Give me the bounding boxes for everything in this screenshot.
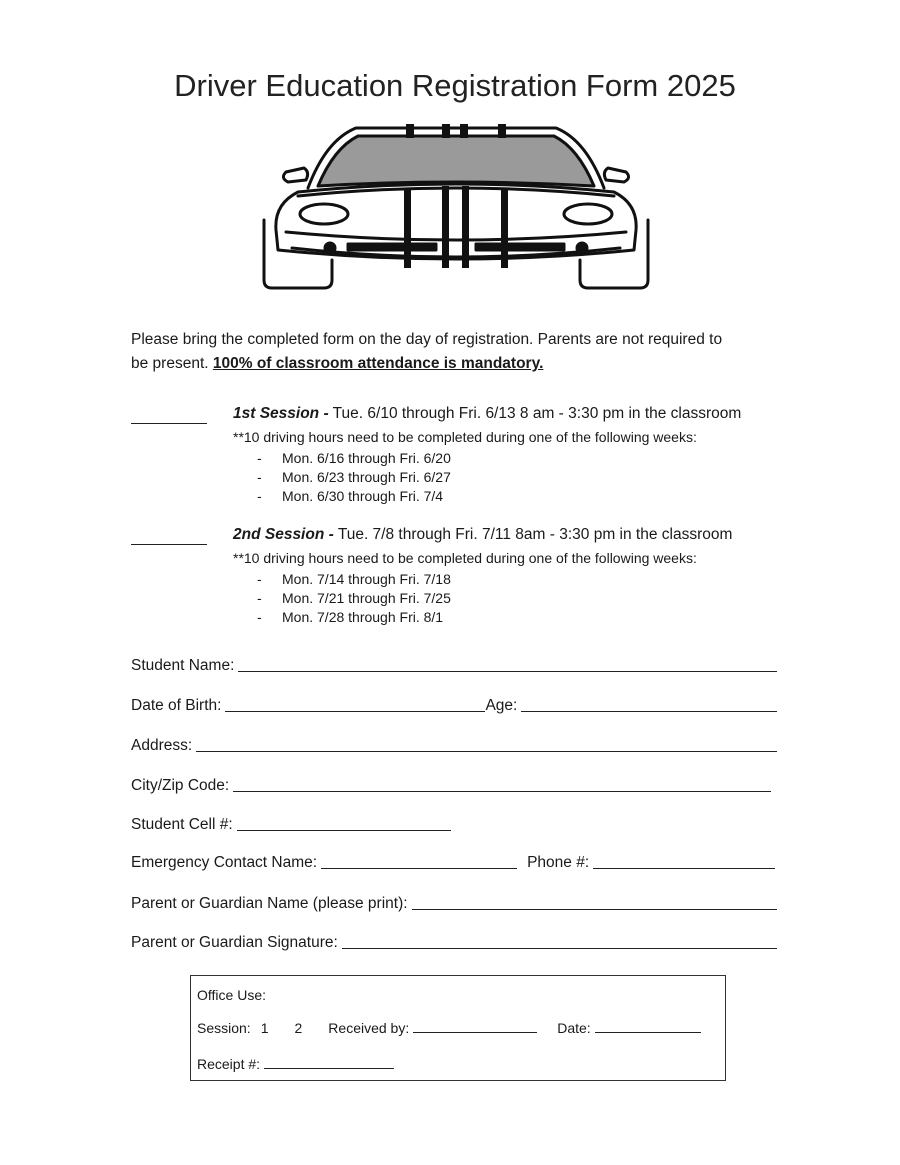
office-received-by-field[interactable]	[413, 1028, 537, 1033]
address-label: Address:	[131, 737, 193, 754]
session-2-weeks-list	[257, 570, 451, 627]
address-field[interactable]	[196, 747, 777, 752]
list-item	[257, 468, 451, 487]
session-2-details: Tue. 7/8 through Fri. 7/11 8am - 3:30 pm in the classroom	[337, 526, 733, 543]
parent-signature-field[interactable]	[342, 944, 777, 949]
week-text: Mon. 6/23 through Fri. 6/27	[282, 469, 451, 485]
parent-signature-label: Parent or Guardian Signature:	[131, 934, 338, 951]
list-item	[257, 449, 451, 468]
city-zip-row	[131, 773, 771, 795]
date-of-birth-field[interactable]	[225, 707, 485, 712]
office-received-by-label: Received by:	[328, 1020, 410, 1036]
intro-line-2	[131, 352, 791, 376]
student-name-field[interactable]	[238, 667, 777, 672]
city-zip-label: City/Zip Code:	[131, 777, 230, 794]
parent-signature-row	[131, 930, 777, 952]
list-item	[257, 487, 451, 506]
page-title: Driver Education Registration Form 2025	[174, 68, 736, 103]
list-item	[257, 589, 451, 608]
student-cell-row	[131, 812, 777, 834]
bullet-dash: -	[257, 488, 262, 504]
emergency-contact-field[interactable]	[321, 864, 517, 869]
office-receipt-field[interactable]	[264, 1064, 394, 1069]
emergency-contact-row	[131, 850, 775, 872]
parent-name-row	[131, 891, 777, 913]
bullet-dash: -	[257, 450, 262, 466]
office-session-label: Session:	[197, 1020, 251, 1036]
session-1-weeks-list	[257, 449, 451, 506]
intro-line-1: Please bring the completed form on the day of registration. Parents are not required to	[131, 331, 723, 348]
session-2-checkmark-line[interactable]	[131, 544, 207, 545]
session-1-heading	[233, 405, 741, 423]
date-of-birth-label: Date of Birth:	[131, 697, 222, 714]
session-2-driving-note: **10 driving hours need to be completed during one of the following weeks:	[233, 550, 697, 566]
session-2-heading	[233, 526, 732, 544]
week-text: Mon. 6/30 through Fri. 7/4	[282, 488, 444, 504]
intro-line-2-prefix: be present.	[131, 355, 209, 372]
week-text: Mon. 7/14 through Fri. 7/18	[282, 571, 451, 587]
car-illustration	[246, 120, 664, 300]
intro-paragraph	[131, 328, 791, 376]
phone-field[interactable]	[593, 864, 775, 869]
emergency-contact-label: Emergency Contact Name:	[131, 854, 318, 871]
session-2-name: 2nd Session -	[233, 526, 334, 543]
parent-name-field[interactable]	[412, 905, 777, 910]
office-receipt-label: Receipt #:	[197, 1056, 261, 1072]
student-name-label: Student Name:	[131, 657, 235, 674]
office-use-box	[190, 975, 726, 1081]
bullet-dash: -	[257, 571, 262, 587]
session-1-driving-note: **10 driving hours need to be completed during one of the following weeks:	[233, 429, 697, 445]
office-receipt-row	[197, 1056, 394, 1072]
session-1-details: Tue. 6/10 through Fri. 6/13 8 am - 3:30 pm in the classroom	[332, 405, 742, 422]
age-label: Age:	[485, 697, 518, 714]
student-cell-label: Student Cell #:	[131, 816, 233, 833]
office-session-option-1[interactable]: 1	[260, 1020, 269, 1036]
address-row	[131, 733, 777, 755]
city-zip-field[interactable]	[233, 787, 771, 792]
session-1-name: 1st Session -	[233, 405, 329, 422]
bullet-dash: -	[257, 469, 262, 485]
dob-age-row	[131, 693, 777, 715]
parent-name-label: Parent or Guardian Name (please print):	[131, 895, 408, 912]
list-item	[257, 570, 451, 589]
office-session-option-2[interactable]: 2	[294, 1020, 303, 1036]
office-session-row	[197, 1020, 701, 1036]
session-1-checkmark-line[interactable]	[131, 423, 207, 424]
list-item	[257, 608, 451, 627]
week-text: Mon. 6/16 through Fri. 6/20	[282, 450, 451, 466]
bullet-dash: -	[257, 590, 262, 606]
office-date-label: Date:	[557, 1020, 591, 1036]
office-date-field[interactable]	[595, 1028, 701, 1033]
week-text: Mon. 7/28 through Fri. 8/1	[282, 609, 444, 625]
week-text: Mon. 7/21 through Fri. 7/25	[282, 590, 451, 606]
phone-label: Phone #:	[527, 854, 590, 871]
office-use-title: Office Use:	[197, 987, 266, 1003]
student-cell-field[interactable]	[237, 826, 451, 831]
bullet-dash: -	[257, 609, 262, 625]
student-name-row	[131, 653, 777, 675]
attendance-mandatory-note: 100% of classroom attendance is mandatory.	[212, 355, 544, 372]
age-field[interactable]	[521, 707, 777, 712]
